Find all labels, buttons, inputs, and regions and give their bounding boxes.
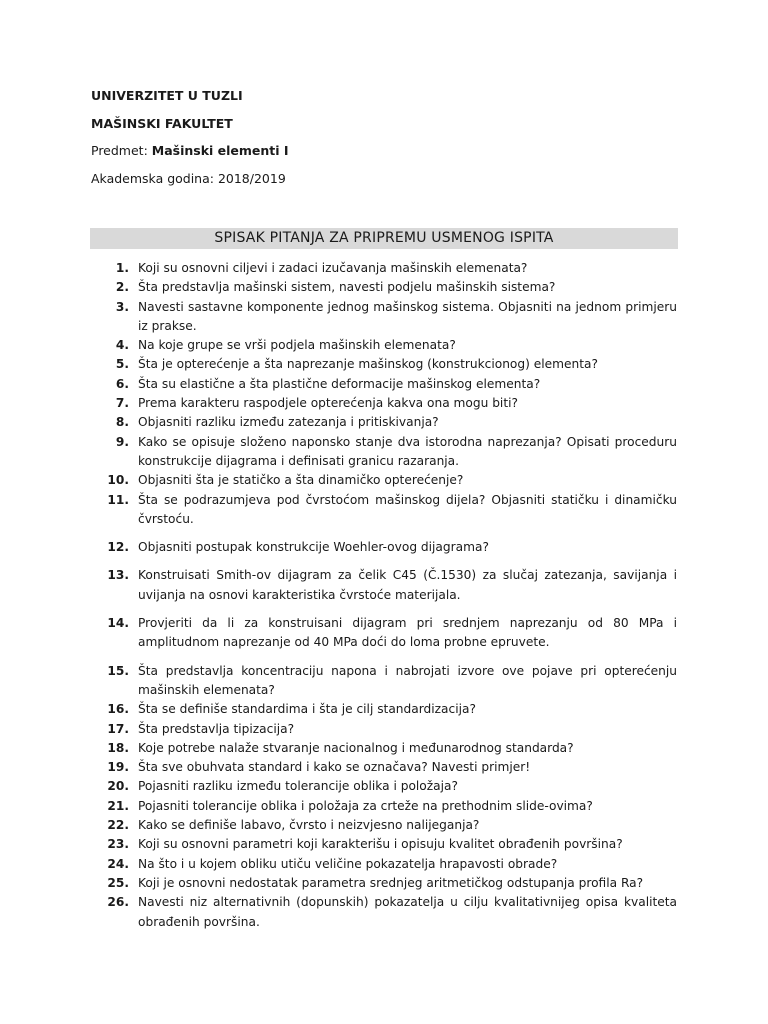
question-number: 5.: [115, 357, 129, 372]
question-item: [100, 855, 677, 874]
question-item: [100, 538, 677, 557]
question-number: 1.: [115, 261, 129, 275]
question-item: [100, 797, 677, 816]
question-item: [100, 471, 677, 490]
question-text: Šta sve obuhvata standard i kako se označava? Navesti primjer!: [138, 760, 531, 775]
question-item: [100, 614, 677, 653]
question-text: Koji su osnovni ciljevi i zadaci izučavanja mašinskih elemenata?: [138, 261, 528, 275]
question-item: [100, 700, 677, 719]
question-number: 23.: [107, 837, 129, 852]
question-item: [100, 662, 677, 701]
subject-label: Predmet:: [91, 143, 152, 158]
question-number: 8.: [115, 415, 129, 430]
question-item: [100, 835, 677, 854]
question-text: Šta predstavlja mašinski sistem, navesti podjelu mašinskih sistema?: [138, 280, 556, 295]
document-header: [91, 86, 289, 196]
question-text: Pojasniti tolerancije oblika i položaja za crteže na prethodnim slide-ovima?: [138, 798, 593, 813]
question-text: Navesti niz alternativnih (dopunskih) pokazatelja u cilju kvalitativnijeg opisa kvaliteta obrađenih površina.: [138, 895, 677, 929]
subject-line: [91, 141, 289, 169]
question-item: [100, 893, 677, 932]
question-text: Konstruisati Smith-ov dijagram za čelik C45 (Č.1530) za slučaj zatezanja, savijanja i uvijanja na osnovi karakteristika čvrstoće materijala.: [138, 568, 677, 602]
question-number: 10.: [107, 473, 129, 488]
question-item: [100, 758, 677, 777]
question-number: 22.: [107, 818, 129, 833]
question-item: [100, 259, 677, 278]
question-item: [100, 720, 677, 739]
question-number: 21.: [107, 798, 129, 813]
question-text: Na koje grupe se vrši podjela mašinskih elemenata?: [138, 338, 456, 353]
question-number: 20.: [107, 779, 129, 794]
question-item: [100, 375, 677, 394]
question-item: [100, 298, 677, 337]
university-name: UNIVERZITET U TUZLI: [91, 88, 243, 103]
question-text: Šta se definiše standardima i šta je cilj standardizacija?: [138, 702, 476, 717]
question-text: Na što i u kojem obliku utiču veličine pokazatelja hrapavosti obrade?: [138, 856, 558, 871]
question-text: Objasniti šta je statičko a šta dinamičko opterećenje?: [138, 473, 464, 488]
question-number: 4.: [115, 338, 129, 353]
faculty-name: MAŠINSKI FAKULTET: [91, 115, 233, 131]
question-text: Šta je opterećenje a šta naprezanje mašinskog (konstrukcionog) elementa?: [138, 357, 598, 372]
question-text: Šta se podrazumjeva pod čvrstoćom mašinskog dijela? Objasniti statičku i dinamičku čvrstoću.: [138, 492, 677, 526]
question-item: [100, 433, 677, 472]
question-number: 11.: [107, 492, 129, 507]
question-number: 17.: [107, 721, 129, 736]
question-number: 15.: [107, 663, 129, 678]
question-number: 18.: [107, 740, 129, 755]
question-item: [100, 355, 677, 374]
question-item: [100, 491, 677, 530]
question-text: Šta predstavlja tipizacija?: [138, 721, 295, 736]
question-text: Šta su elastične a šta plastične deformacije mašinskog elementa?: [138, 376, 541, 391]
question-text: Koji je osnovni nedostatak parametra srednjeg aritmetičkog odstupanja profila Ra?: [138, 875, 644, 890]
question-number: 24.: [107, 856, 129, 871]
question-number: 25.: [107, 875, 129, 890]
question-number: 19.: [107, 760, 129, 775]
question-number: 13.: [107, 568, 129, 583]
question-item: [100, 566, 677, 605]
question-text: Koji su osnovni parametri koji karakterišu i opisuju kvalitet obrađenih površina?: [138, 837, 623, 852]
question-text: Objasniti postupak konstrukcije Woehler-ovog dijagrama?: [138, 540, 489, 555]
question-text: Prema karakteru raspodjele opterećenja kakva ona mogu biti?: [138, 396, 518, 411]
question-text: Kako se definiše labavo, čvrsto i neizvjesno nalijeganja?: [138, 818, 480, 833]
question-number: 3.: [115, 299, 129, 314]
question-text: Navesti sastavne komponente jednog mašinskog sistema. Objasniti na jednom primjeru iz prakse.: [138, 299, 677, 333]
question-number: 2.: [115, 280, 129, 295]
question-item: [100, 739, 677, 758]
question-number: 9.: [115, 434, 129, 449]
question-text: Kako se opisuje složeno naponsko stanje dva istorodna naprezanja? Opisati proceduru konstrukcije dijagrama i definisati granicu razaranja.: [138, 434, 677, 468]
question-item: [100, 816, 677, 835]
question-text: Šta predstavlja koncentraciju napona i nabrojati izvore ove pojave pri opterećenju mašinskih elemenata?: [138, 663, 677, 697]
question-item: [100, 413, 677, 432]
subject-value: Mašinski elementi I: [151, 143, 289, 158]
question-number: 12.: [107, 540, 129, 555]
question-text: Koje potrebe nalaže stvaranje nacionalnog i međunarodnog standarda?: [138, 740, 574, 755]
question-text: Objasniti razliku između zatezanja i pritiskivanja?: [138, 415, 439, 430]
question-text: Pojasniti razliku između tolerancije oblika i položaja?: [138, 779, 458, 794]
question-list: [100, 259, 677, 932]
question-number: 16.: [107, 702, 129, 717]
document-title: SPISAK PITANJA ZA PRIPREMU USMENOG ISPITA: [90, 228, 678, 249]
question-number: 26.: [107, 895, 129, 910]
question-item: [100, 394, 677, 413]
question-number: 14.: [107, 616, 129, 631]
question-item: [100, 336, 677, 355]
question-number: 7.: [115, 396, 129, 411]
academic-year: Akademska godina: 2018/2019: [91, 170, 286, 186]
question-item: [100, 874, 677, 893]
question-text: Provjeriti da li za konstruisani dijagram pri srednjem naprezanju od 80 MPa i amplitudnom naprezanje od 40 MPa doći do loma probne epruvete.: [138, 616, 677, 650]
question-number: 6.: [115, 376, 129, 391]
question-item: [100, 777, 677, 796]
question-item: [100, 278, 677, 297]
